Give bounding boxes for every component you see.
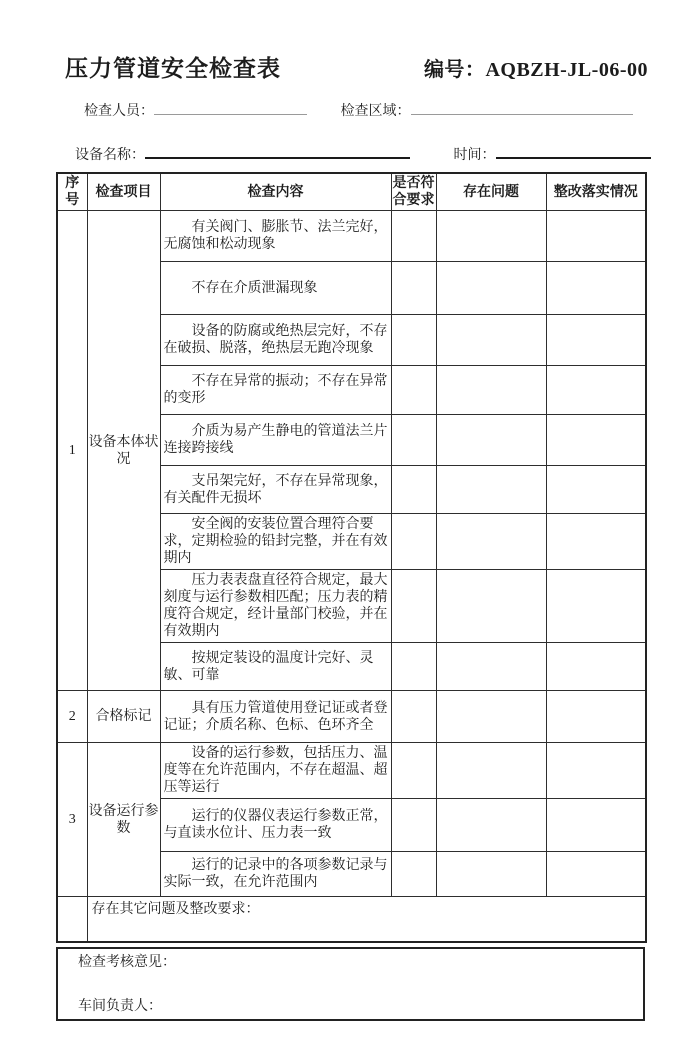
rectify-cell[interactable] (546, 415, 646, 466)
inspector-label: 检查人员： (84, 104, 154, 119)
compliance-cell[interactable] (391, 315, 436, 366)
document-header (65, 50, 648, 83)
problem-cell[interactable] (436, 514, 546, 570)
check-content: 运行的仪器仪表运行参数正常，与直读水位计、压力表一致 (160, 799, 391, 852)
doc-number-value: AQBZH-JL-06-00 (485, 59, 648, 81)
rectify-cell[interactable] (546, 852, 646, 897)
check-content: 有关阀门、膨胀节、法兰完好，无腐蚀和松动现象 (160, 211, 391, 262)
rectify-cell[interactable] (546, 643, 646, 691)
row-no: 1 (57, 211, 87, 691)
workshop-manager-label: 车间负责人： (78, 999, 162, 1014)
check-content: 介质为易产生静电的管道法兰片连接跨接线 (160, 415, 391, 466)
equipment-fill-line[interactable] (145, 144, 410, 159)
inspector-area-row (84, 100, 700, 120)
compliance-cell[interactable] (391, 211, 436, 262)
compliance-cell[interactable] (391, 366, 436, 415)
compliance-cell[interactable] (391, 743, 436, 799)
compliance-cell[interactable] (391, 570, 436, 643)
problem-cell[interactable] (436, 466, 546, 514)
equipment-label: 设备名称： (75, 148, 145, 163)
area-fill-line[interactable] (411, 101, 633, 115)
col-header-1: 检查项目 (87, 173, 160, 211)
check-content: 支吊架完好，不存在异常现象，有关配件无损坏 (160, 466, 391, 514)
table-row (57, 211, 646, 262)
compliance-cell[interactable] (391, 852, 436, 897)
check-content: 不存在异常的振动；不存在异常的变形 (160, 366, 391, 415)
problem-cell[interactable] (436, 799, 546, 852)
table-row (57, 743, 646, 799)
problem-cell[interactable] (436, 852, 546, 897)
problem-cell[interactable] (436, 315, 546, 366)
col-header-2: 检查内容 (160, 173, 391, 211)
rectify-cell[interactable] (546, 743, 646, 799)
problem-cell[interactable] (436, 743, 546, 799)
col-header-5: 整改落实情况 (546, 173, 646, 211)
compliance-cell[interactable] (391, 466, 436, 514)
row-no: 2 (57, 691, 87, 743)
review-opinion-label: 检查考核意见： (78, 955, 176, 970)
area-label: 检查区域： (340, 104, 411, 119)
problem-cell[interactable] (436, 643, 546, 691)
compliance-cell[interactable] (391, 262, 436, 315)
rectify-cell[interactable] (546, 570, 646, 643)
rectify-cell[interactable] (546, 466, 646, 514)
check-content: 设备的运行参数，包括压力、温度等在允许范围内，不存在超温、超压等运行 (160, 743, 391, 799)
check-content: 运行的记录中的各项参数记录与实际一致，在允许范围内 (160, 852, 391, 897)
time-label: 时间： (453, 148, 496, 163)
col-header-4: 存在问题 (436, 173, 546, 211)
rectify-cell[interactable] (546, 691, 646, 743)
page-title: 压力管道安全检查表 (65, 56, 281, 81)
rectify-cell[interactable] (546, 799, 646, 852)
footer-no-cell (57, 897, 87, 943)
item-name: 设备本体状况 (87, 211, 160, 691)
problem-cell[interactable] (436, 262, 546, 315)
compliance-cell[interactable] (391, 691, 436, 743)
check-content: 安全阀的安装位置合理符合要求，定期检验的铅封完整，并在有效期内 (160, 514, 391, 570)
rectify-cell[interactable] (546, 262, 646, 315)
problem-cell[interactable] (436, 691, 546, 743)
table-header-row (57, 173, 646, 211)
rectify-cell[interactable] (546, 315, 646, 366)
doc-number (424, 53, 648, 82)
doc-number-label: 编号： (423, 59, 486, 81)
check-content: 按规定装设的温度计完好、灵敏、可靠 (160, 643, 391, 691)
compliance-cell[interactable] (391, 514, 436, 570)
compliance-cell[interactable] (391, 415, 436, 466)
rectify-cell[interactable] (546, 211, 646, 262)
item-name: 设备运行参数 (87, 743, 160, 897)
problem-cell[interactable] (436, 570, 546, 643)
time-fill-line[interactable] (496, 144, 651, 159)
document-page (0, 50, 700, 1040)
check-content: 具有压力管道使用登记证或者登记证；介质名称、色标、色环齐全 (160, 691, 391, 743)
other-issues-row (57, 897, 646, 943)
problem-cell[interactable] (436, 211, 546, 262)
rectify-cell[interactable] (546, 366, 646, 415)
row-no: 3 (57, 743, 87, 897)
check-content: 不存在介质泄漏现象 (160, 262, 391, 315)
check-content: 设备的防腐或绝热层完好，不存在破损、脱落，绝热层无跑冷现象 (160, 315, 391, 366)
problem-cell[interactable] (436, 415, 546, 466)
problem-cell[interactable] (436, 366, 546, 415)
review-box (56, 947, 645, 1021)
col-header-0: 序号 (57, 173, 87, 211)
other-issues-label[interactable]: 存在其它问题及整改要求： (87, 897, 646, 943)
inspection-table (56, 172, 647, 943)
col-header-3: 是否符合要求 (391, 173, 436, 211)
table-row (57, 691, 646, 743)
rectify-cell[interactable] (546, 514, 646, 570)
compliance-cell[interactable] (391, 643, 436, 691)
compliance-cell[interactable] (391, 799, 436, 852)
inspector-fill-line[interactable] (154, 101, 307, 115)
item-name: 合格标记 (87, 691, 160, 743)
check-content: 压力表表盘直径符合规定，最大刻度与运行参数相匹配；压力表的精度符合规定，经计量部门校验，并在有效期内 (160, 570, 391, 643)
equipment-time-row (75, 144, 700, 164)
